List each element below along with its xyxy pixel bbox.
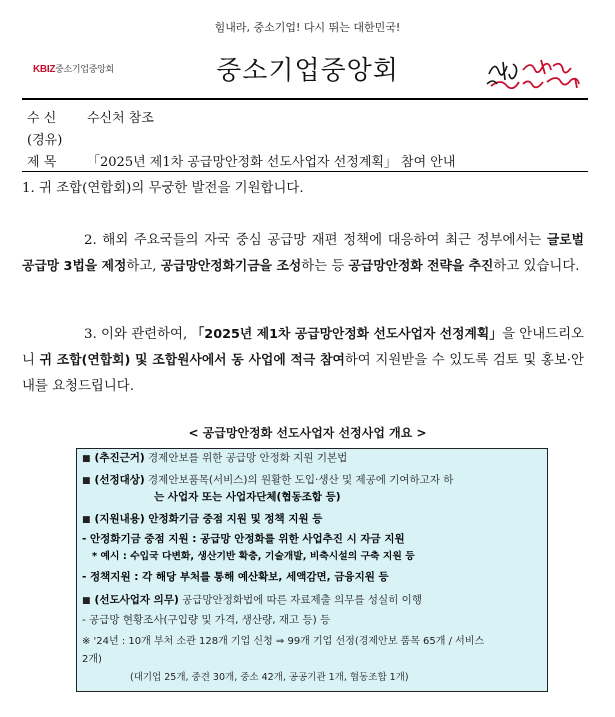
target-text-2: 는 사업자 또는 사업자단체(협동조합 등) bbox=[154, 491, 341, 503]
summary-support bbox=[82, 511, 542, 528]
header-rule bbox=[22, 98, 588, 100]
p2-bold-2: 공급망안정화기금을 조성 bbox=[160, 259, 302, 274]
stats-line: ※ '24년 : 10개 부처 소관 128개 기업 신청 ⇒ 99개 기업 선정(경제안보 품목 65개 / 서비스 bbox=[82, 636, 485, 647]
summary-duty-sub bbox=[82, 612, 542, 628]
summary-target bbox=[82, 472, 542, 489]
p2-bold-1: 글로벌 공급망 3법을 제정 bbox=[22, 233, 584, 274]
handwritten-signature bbox=[483, 52, 593, 92]
target-label: (선정대상) bbox=[94, 474, 145, 486]
bullet-square-icon: ■ bbox=[82, 476, 91, 486]
subject-label: 제 목 bbox=[27, 155, 57, 170]
logo-mark: KBIZ bbox=[33, 64, 56, 75]
summary-stats-cont bbox=[82, 652, 542, 668]
summary-duty bbox=[82, 592, 542, 609]
summary-target-cont bbox=[154, 489, 544, 505]
via-label: (경유) bbox=[27, 133, 63, 148]
header-slogan: 힘내라, 중소기업! 다시 뛰는 대한민국! bbox=[214, 21, 401, 34]
subject-row bbox=[27, 151, 455, 170]
p2-text-3: 하는 등 bbox=[301, 259, 349, 274]
recipient-row bbox=[27, 107, 154, 126]
org-name: 중소기업중앙회 bbox=[216, 56, 399, 86]
p2-text-2: 하고, bbox=[126, 259, 161, 274]
bullet-square-icon: ■ bbox=[82, 515, 91, 525]
paragraph-2 bbox=[22, 228, 584, 280]
basis-label: (추진근거) bbox=[94, 452, 145, 464]
summary-stats bbox=[82, 634, 542, 650]
duty-text: 공급망안정화법에 따른 자료제출 의무를 성실히 이행 bbox=[182, 594, 422, 606]
duty-label: (선도사업자 의무) bbox=[94, 594, 179, 606]
p3-bold-2: 귀 조합(연합회) 및 조합원사에서 동 사업에 적극 참여 bbox=[39, 353, 345, 368]
recipient-value: 수신처 참조 bbox=[87, 111, 154, 126]
p2-bold-3: 공급망안정화 전략을 추진 bbox=[348, 259, 494, 274]
recipient-label: 수 신 bbox=[27, 111, 57, 126]
logo-text: 중소기업중앙회 bbox=[55, 65, 114, 75]
fund-line: - 안정화기금 중점 지원 : 공급망 안정화를 위한 사업추진 시 자금 지원 bbox=[82, 533, 405, 545]
fund-example: * 예시 : 수입국 다변화, 생산기반 확충, 기술개발, 비축시설의 구축 지원 등 bbox=[92, 551, 415, 562]
stats-line-2: 2개) bbox=[82, 654, 102, 665]
support-label: (지원내용) 안정화기금 중점 지원 및 정책 지원 등 bbox=[94, 513, 323, 525]
bullet-square-icon: ■ bbox=[82, 596, 91, 606]
bullet-square-icon: ■ bbox=[82, 454, 91, 464]
target-text: 경제안보품목(서비스)의 원활한 도입·생산 및 제공에 기여하고자 하 bbox=[148, 474, 454, 486]
duty-sub: - 공급망 현황조사(구입량 및 가격, 생산량, 재고 등) 등 bbox=[82, 614, 331, 626]
via-row bbox=[27, 129, 87, 148]
paragraph-3 bbox=[22, 322, 584, 400]
p3-bold-1: 「2025년 제1차 공급망안정화 선도사업자 선정계획」 bbox=[191, 327, 503, 342]
p3-text-2: 을 안내드리오니 bbox=[22, 327, 584, 368]
p2-text-1: 2. 해외 주요국들의 자국 중심 공급망 재편 정책에 대응하여 최근 정부에서는 bbox=[84, 233, 547, 248]
p2-text-4: 하고 있습니다. bbox=[493, 259, 580, 274]
policy-line: - 정책지원 : 각 해당 부처를 통해 예산확보, 세액감면, 금융지원 등 bbox=[82, 571, 389, 583]
summary-stats-detail bbox=[130, 670, 540, 686]
paragraph-1: 1. 귀 조합(연합회)의 무궁한 발전을 기원합니다. bbox=[22, 181, 304, 196]
p3-text-1: 3. 이와 관련하여, bbox=[84, 327, 192, 342]
p3-text-3: 하여 지원받을 수 있도록 검토 및 홍보·안내를 요청드립니다. bbox=[22, 353, 584, 394]
summary-title: < 공급망안정화 선도사업자 선정사업 개요 > bbox=[188, 426, 427, 440]
subject-rule bbox=[22, 171, 588, 172]
summary-basis bbox=[82, 450, 542, 467]
subject-value: 「2025년 제1차 공급망안정화 선도사업자 선정계획」 참여 안내 bbox=[87, 155, 456, 170]
stats-detail: (대기업 25개, 중견 30개, 중소 42개, 공공기관 1개, 협동조합 1개) bbox=[130, 672, 409, 683]
summary-fund bbox=[82, 531, 542, 547]
basis-text: 경제안보를 위한 공급망 안정화 지원 기본법 bbox=[148, 452, 348, 464]
summary-policy bbox=[82, 569, 542, 585]
summary-fund-example bbox=[92, 549, 542, 565]
